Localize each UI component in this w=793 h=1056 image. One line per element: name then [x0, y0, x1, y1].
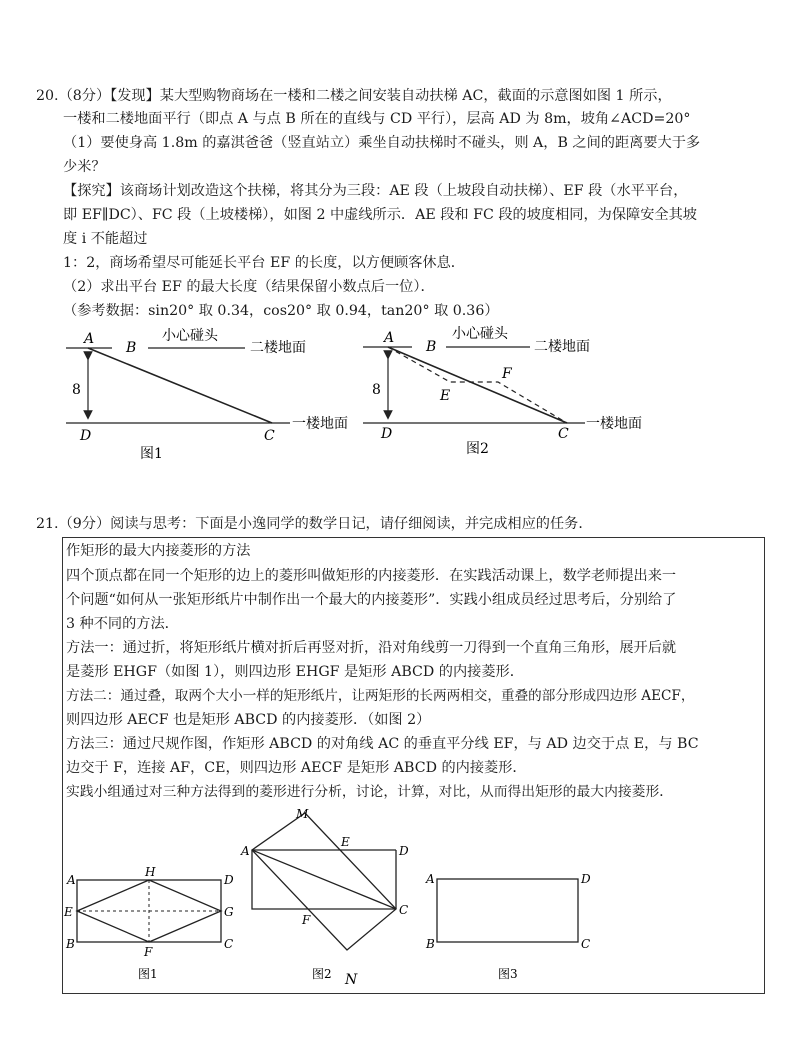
q20-explore-line-4: 1：2，商场希望尽可能延长平台 EF 的长度，以方便顾客休息． — [63, 255, 465, 271]
q20-part1-line-2: 少米？ — [63, 159, 106, 175]
fig2-label-C: C — [558, 426, 569, 442]
q21-fig2-label-M: M — [296, 807, 309, 821]
q21-fig2-label-C: C — [399, 903, 409, 917]
fig1-label-A: A — [84, 331, 95, 347]
method-2-line-1: 方法二：通过叠，取两个大小一样的矩形纸片，让两矩形的长两两相交，重叠的部分形成四边形 AECF， — [66, 688, 695, 704]
q21-figure-3 — [437, 879, 578, 942]
fig2-caption: 图2 — [466, 441, 489, 457]
fig2-label-B: B — [426, 339, 437, 355]
q21-fig1-label-F: F — [144, 945, 153, 959]
q21-fig1-caption: 图1 — [138, 967, 158, 981]
fig1-floor2-label: 二楼地面 — [250, 340, 306, 356]
fig2-label-F: F — [502, 366, 512, 382]
q21-fig1-label-E: E — [64, 905, 73, 919]
q21-fig1-label-D: D — [224, 873, 234, 887]
q21-fig2-label-D: D — [399, 844, 409, 858]
q21-fig2-caption: 图2 — [312, 967, 332, 981]
fig2-height-label: 8 — [372, 382, 381, 398]
diary-title: 作矩形的最大内接菱形的方法 — [66, 543, 251, 559]
method-1-line-2: 是菱形 EHGF（如图 1），则四边形 EHGF 是矩形 ABCD 的内接菱形． — [66, 664, 524, 680]
q21-figure-2 — [252, 813, 396, 950]
q21-fig1-label-H: H — [145, 865, 156, 879]
diary-intro-line-2: 个问题“如何从一张矩形纸片中制作出一个最大的内接菱形”．实践小组成员经过思考后，分别给了 — [66, 592, 677, 608]
q20-line-1: 20.（8分）【发现】某大型购物商场在一楼和二楼之间安装自动扶梯 AC，截面的示意图如图 1 所示， — [36, 88, 672, 104]
q21-fig1-label-G: G — [224, 905, 234, 919]
fig2-bump-warning: 小心碰头 — [452, 326, 508, 342]
fig1-bump-warning: 小心碰头 — [162, 328, 218, 344]
fig1-floor1-label: 一楼地面 — [292, 416, 348, 432]
q21-fig3-label-D: D — [581, 872, 591, 886]
fig2-rectangle-2 — [252, 813, 396, 950]
q20-explore-line-1: 【探究】该商场计划改造这个扶梯，将其分为三段：AE 段（上坡段自动扶梯）、EF 段（水平平台， — [63, 183, 688, 199]
fig1-label-D: D — [80, 428, 92, 444]
q21-fig3-label-C: C — [581, 937, 591, 951]
fig3-rectangle-ABCD — [437, 879, 578, 942]
diary-intro-line-3: 3 种不同的方法． — [66, 616, 179, 632]
fig2-diagonal-AC — [252, 850, 396, 909]
q21-intro: 21.（9分）阅读与思考：下面是小逸同学的数学日记，请仔细阅读，并完成相应的任务． — [36, 516, 593, 532]
q21-fig3-caption: 图3 — [498, 967, 518, 981]
q21-fig2-label-E: E — [341, 835, 350, 849]
q21-fig1-label-B: B — [66, 937, 75, 951]
q20-explore-line-3: 度 i 不能超过 — [63, 231, 148, 247]
q21-fig3-label-B: B — [426, 937, 435, 951]
fig2-floor2-label: 二楼地面 — [534, 339, 590, 355]
method-1-line-1: 方法一：通过折，将矩形纸片横对折后再竖对折，沿对角线剪一刀得到一个直角三角形，展开后就 — [66, 640, 677, 656]
q21-fig3-label-A: A — [426, 872, 435, 886]
q20-explore-line-2: 即 EF∥DC）、FC 段（上坡楼梯），如图 2 中虚线所示．AE 段和 FC 段的坡度相同，为保障安全其坡 — [63, 207, 697, 223]
diary-intro-line-1: 四个顶点都在同一个矩形的边上的菱形叫做矩形的内接菱形．在实践活动课上，数学老师提出来一 — [66, 568, 677, 584]
method-2-line-2: 则四边形 AECF 也是矩形 ABCD 的内接菱形．（如图 2） — [66, 712, 431, 728]
q21-fig1-label-A: A — [67, 873, 76, 887]
fig1-label-C: C — [264, 428, 275, 444]
fig2-floor1-label: 一楼地面 — [586, 416, 642, 432]
q20-reference-data: （参考数据：sin20° 取 0.34，cos20° 取 0.94，tan20° 取 0.36） — [63, 303, 499, 319]
q21-fig2-label-N: N — [345, 972, 358, 988]
fig2-label-D: D — [381, 426, 393, 442]
q21-fig1-label-C: C — [224, 937, 234, 951]
method-3-line-2: 边交于 F，连接 AF，CE，则四边形 AECF 是矩形 ABCD 的内接菱形． — [66, 760, 527, 776]
q20-part2: （2）求出平台 EF 的最大长度（结果保留小数点后一位）． — [63, 279, 435, 295]
q20-part1-line-1: （1）要使身高 1.8m 的嘉淇爸爸（竖直站立）乘坐自动扶梯时不碰头，则 A，B 之间的距离要大于多 — [63, 135, 701, 151]
q20-line-2: 一楼和二楼地面平行（即点 A 与点 B 所在的直线与 CD 平行），层高 AD 为 8m，坡角∠ACD=20° — [63, 111, 691, 127]
q21-fig2-label-F: F — [302, 913, 311, 927]
q21-figure-1 — [77, 880, 221, 942]
fig1-caption: 图1 — [140, 446, 163, 462]
method-3-line-1: 方法三：通过尺规作图，作矩形 ABCD 的对角线 AC 的垂直平分线 EF，与 AD 边交于点 E，与 BC — [66, 736, 699, 752]
diary-conclusion: 实践小组通过对三种方法得到的菱形进行分析，讨论，计算，对比，从而得出矩形的最大内接菱形． — [66, 784, 674, 800]
fig2-label-E: E — [440, 388, 451, 404]
fig1-height-label: 8 — [72, 382, 81, 398]
fig1-label-B: B — [126, 340, 137, 356]
q21-fig2-label-A: A — [241, 844, 250, 858]
fig2-label-A: A — [384, 330, 395, 346]
